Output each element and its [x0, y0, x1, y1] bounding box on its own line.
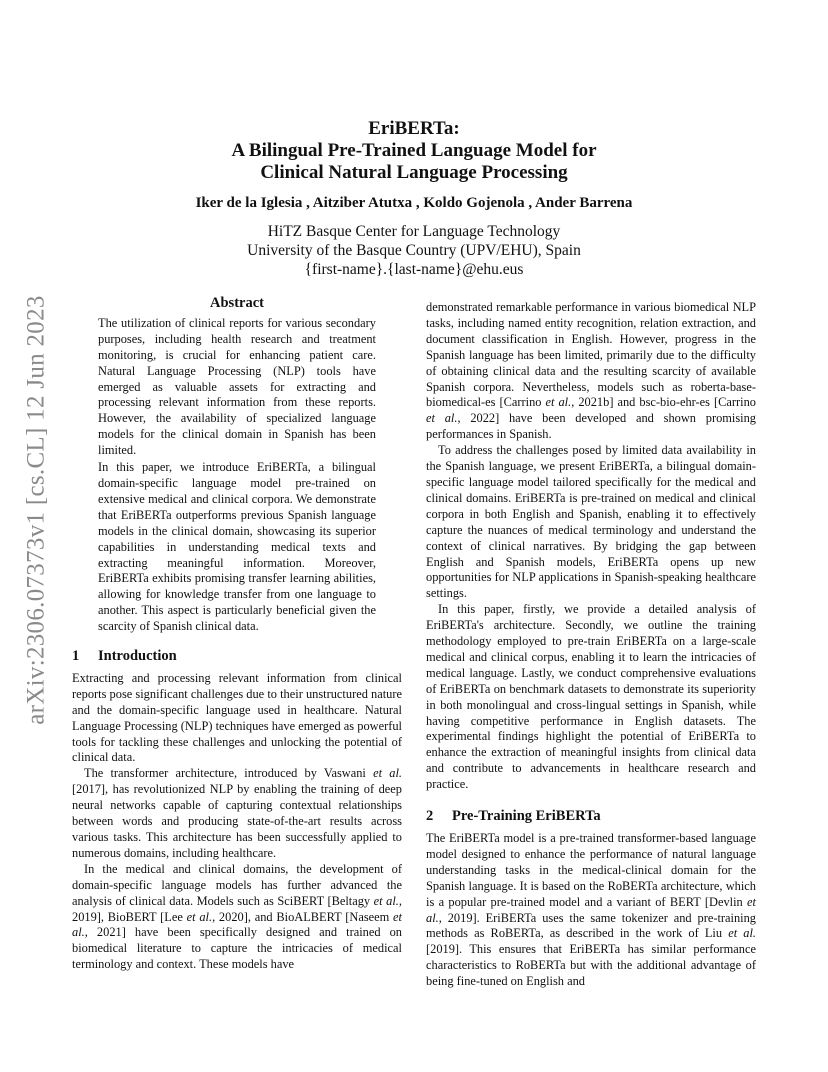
intro-paragraph-1: Extracting and processing relevant information from clinical reports pose significant challenges due to their unstructured nature and the domain-specific language used in healthcare. Natural Language Processing (NLP) techniques have emerged as powerful tools for tackling these challenges and unlocking the potential of clinical data.	[72, 670, 402, 765]
arxiv-sidebar	[12, 290, 62, 730]
affiliation-line-2: University of the Basque Country (UPV/EHU), Spain	[247, 242, 581, 259]
intro-paragraph-3-continued: demonstrated remarkable performance in various biomedical NLP tasks, including named entity recognition, relation extraction, and document classification in English. However, progress in the Spanish language has been limited, primarily due to the difficulty of obtaining clinical data and the resulting scarcity of available Spanish corpora. Nevertheless, models such as roberta-base-biomedical-es [Carrino et al., 2021b] and bsc-bio-ehr-es [Carrino et al., 2022] have been developed and shown promising performances in Spanish.	[426, 300, 756, 442]
abstract-paragraph-2: In this paper, we introduce EriBERTa, a bilingual domain-specific language model pre-trained on extensive medical and clinical corpora. We demonstrate that EriBERTa outperforms previous Spanish language models in the clinical domain, showcasing its superior capabilities in understanding medical texts and extracting meaningful information. Moreover, EriBERTa exhibits promising transfer learning abilities, allowing for knowledge transfer from one language to another. This aspect is particularly beneficial given the scarcity of Spanish clinical data.	[98, 460, 376, 634]
left-column	[72, 296, 402, 973]
abstract-heading: Abstract	[210, 295, 264, 311]
affiliation	[0, 222, 828, 279]
right-column	[426, 300, 756, 990]
section-2-heading	[426, 809, 756, 825]
section-2-number: 2	[426, 808, 434, 825]
paper-title	[0, 118, 828, 184]
contact-email: {first-name}.{last-name}@ehu.eus	[304, 261, 524, 278]
author-list: Iker de la Iglesia , Aitziber Atutxa , Koldo Gojenola , Ander Barrena	[195, 195, 633, 211]
title-line-1: EriBERTa:	[368, 118, 460, 139]
pretraining-paragraph-1: The EriBERTa model is a pre-trained transformer-based language model designed to enhance the performance of natural language understanding tasks in the medical-clinical domain for the Spanish language. It is based on the RoBERTa architecture, which is a popular pre-trained model and a variant of BERT [Devlin et al., 2019]. EriBERTa uses the same tokenizer and pre-training methods as RoBERTa, as described in the work of Liu et al. [2019]. This ensures that EriBERTa has similar performance characteristics to RoBERTa but with the additional advantage of being fine-tuned on English and	[426, 831, 757, 989]
affiliation-line-1: HiTZ Basque Center for Language Technology	[267, 223, 561, 240]
title-line-3: Clinical Natural Language Processing	[260, 162, 568, 183]
abstract-body	[72, 316, 402, 635]
arxiv-identifier: arXiv:2306.07373v1 [cs.CL] 12 Jun 2023	[23, 295, 51, 725]
intro-paragraph-2: The transformer architecture, introduced by Vaswani et al. [2017], has revolutionized NLP by enabling the training of deep neural networks capable of capturing contextual relationships between words and producing state-of-the-art results across various tasks. This architecture has been successfully applied to numerous domains, including healthcare.	[72, 766, 402, 860]
section-1-heading	[72, 649, 402, 665]
abstract-paragraph-1: The utilization of clinical reports for various secondary purposes, including health research and treatment monitoring, is crucial for enhancing patient care. Natural Language Processing (NLP) tools have emerged as valuable assets for extracting and processing relevant information from these reports. However, the availability of specialized language models for the clinical domain in Spanish has been limited.	[98, 315, 376, 458]
intro-paragraph-4: To address the challenges posed by limited data availability in the Spanish language, we present EriBERTa, a bilingual domain-specific language model tailored specifically for the medical and clinical domains. EriBERTa is pre-trained on medical and clinical corpora in both English and Spanish, enabling it to effectively capture the nuances of medical terminology and understand the context of clinical narratives. By bridging the gap between English and Spanish models, EriBERTa opens up new opportunities for NLP applications in Spanish-speaking healthcare settings.	[426, 443, 756, 601]
intro-paragraph-3: In the medical and clinical domains, the development of domain-specific language models has further advanced the analysis of clinical data. Models such as SciBERT [Beltagy et al., 2019], BioBERT [Lee et al., 2020], and BioALBERT [Naseem et al., 2021] have been specifically designed and trained on biomedical literature to capture the intricacies of medical terminology and context. These models have	[72, 861, 402, 972]
section-1-number: 1	[72, 648, 80, 665]
intro-paragraph-5: In this paper, firstly, we provide a detailed analysis of EriBERTa's architecture. Secondly, we outline the training methodology employed to pre-train EriBERTa on a large-scale medical and clinical corpus, enabling it to learn the intricacies of medical language. Lastly, we conduct comprehensive evaluations of EriBERTa on benchmark datasets to demonstrate its superiority in both monolingual and cross-lingual settings in Spanish, while having competitive performance in English datasets. The experimental findings highlight the potential of EriBERTa to enhance the extraction of meaningful insights from clinical data and contribute to advancements in healthcare research and practice.	[426, 602, 756, 792]
section-1-title: Introduction	[98, 648, 177, 665]
title-line-2: A Bilingual Pre-Trained Language Model for	[231, 140, 597, 161]
section-2-title: Pre-Training EriBERTa	[452, 808, 601, 825]
